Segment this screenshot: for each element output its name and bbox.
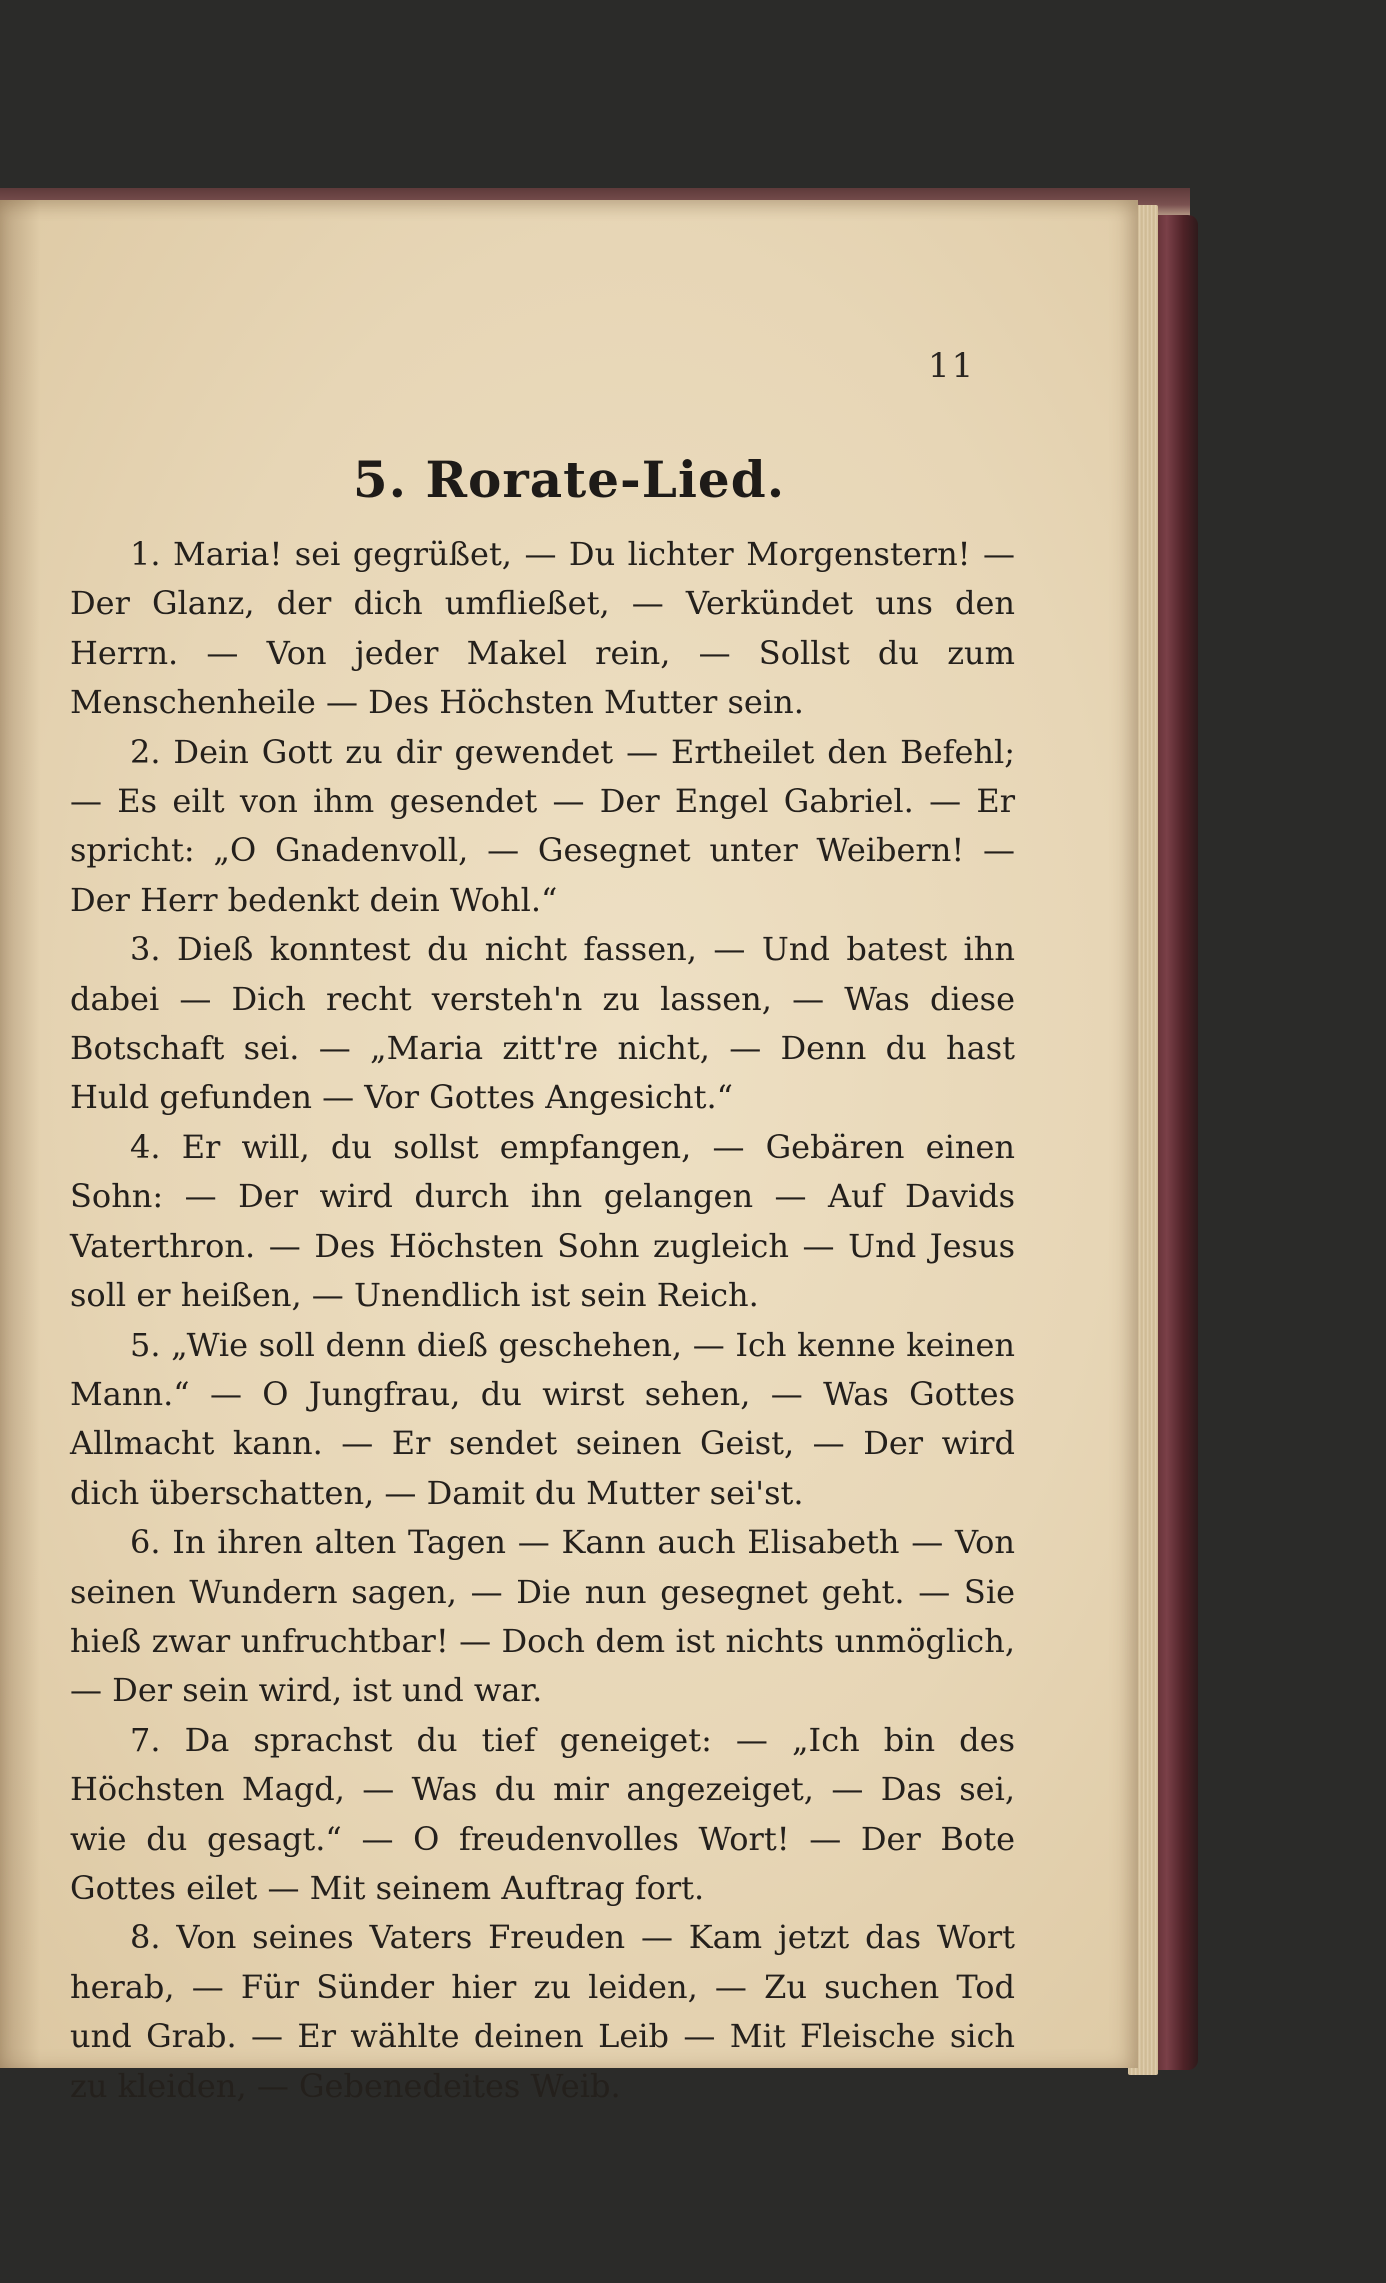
verse-6: 6. In ihren alten Tagen — Kann auch Elisabeth — Von seinen Wundern sagen, — Die nun gesegnet geht. — Sie hieß zwar unfruchtbar! — Doch dem ist nichts unmöglich, — Der sein wird, ist und war. (70, 1523, 1015, 1710)
verse-7: 7. Da sprachst du tief geneiget: — „Ich bin des Höchsten Magd, — Was du mir angezeiget, — Das sei, wie du gesagt.“ — O freudenvolles Wort! — Der Bote Gottes eilet — Mit seinem Auftrag fort. (70, 1720, 1015, 1907)
verse-8: 8. Von seines Vaters Freuden — Kam jetzt das Wort herab, — Für Sünder hier zu leiden, — Zu suchen Tod und Grab. — Er wählte deinen Leib — Mit Fleische sich zu kleiden, — Gebenedeites Weib. (70, 1918, 1015, 2105)
verse-2: 2. Dein Gott zu dir gewendet — Ertheilet den Befehl; — Es eilt von ihm gesendet — Der Engel Gabriel. — Er spricht: „O Gnadenvoll, — Gesegnet unter Weibern! — Der Herr bedenkt dein Wohl.“ (70, 732, 1015, 919)
verse-1: 1. Maria! sei gegrüßet, — Du lichter Morgenstern! — Der Glanz, der dich umfließet, — Verkündet uns den Herrn. — Von jeder Makel rein, — Sollst du zum Menschenheile — Des Höchsten Mutter sein. (70, 535, 1015, 722)
song-title: 5. Rorate-Lied. (352, 450, 786, 509)
book-page (0, 200, 1138, 2105)
verse-5: 5. „Wie soll denn dieß geschehen, — Ich kenne keinen Mann.“ — O Jungfrau, du wirst sehen, — Was Gottes Allmacht kann. — Er sendet seinen Geist, — Der wird dich überschatten, — Damit du Mutter sei'st. (70, 1325, 1015, 1512)
verse-list (70, 530, 1015, 2111)
verse-3: 3. Dieß konntest du nicht fassen, — Und batest ihn dabei — Dich recht versteh'n zu lassen, — Was diese Botschaft sei. — „Maria zitt're nicht, — Denn du hast Huld gefunden — Vor Gottes Angesicht.“ (70, 930, 1015, 1117)
verse-4: 4. Er will, du sollst empfangen, — Gebären einen Sohn: — Der wird durch ihn gelangen — Auf Davids Vaterthron. — Des Höchsten Sohn zugleich — Und Jesus soll er heißen, — Unendlich ist sein Reich. (70, 1127, 1015, 1315)
page-number: 11 (928, 346, 976, 386)
